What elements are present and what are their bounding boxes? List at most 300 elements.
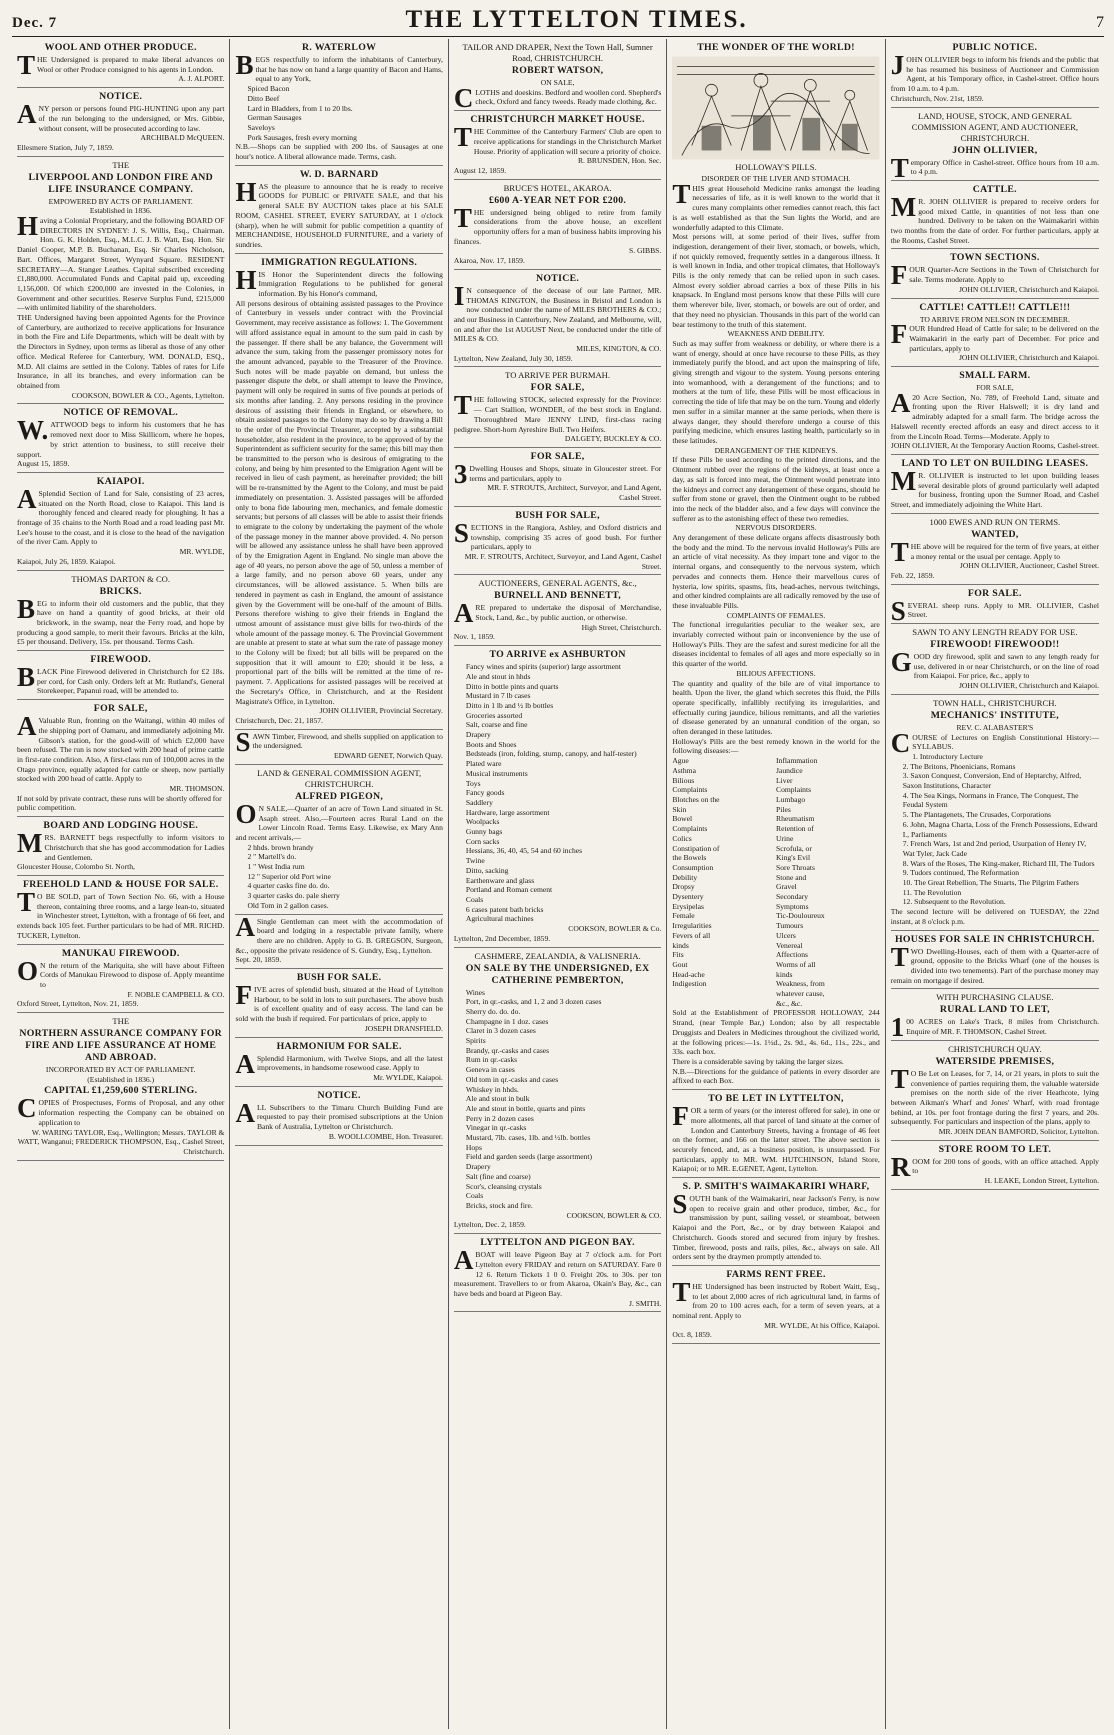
ad-heading: LAND TO LET ON BUILDING LEASES. [901, 457, 1089, 469]
advertisement [17, 651, 224, 700]
ad-subheading: CHRISTCHURCH QUAY. [948, 1043, 1042, 1054]
ad-body: THE Committee of the Canterbury Farmers' Club are open to receive applications for standings in the Christchurch Market House. Priority of application will secure a priority of choice. [453, 122, 662, 156]
ad-heading: ALFRED PIGEON, [295, 790, 384, 802]
ad-body: ARE prepared to undertake the disposal of Merchandise, Stock, Land, &c., by public auction, or otherwise. [453, 598, 662, 629]
ad-body: ON SALE,—Quarter of an acre of Town Land situated in St. Asaph street. Also,—Fourteen acres Rural Land on the Lower Lincoln Road. Terms Easy. Likewise, ex Mary Ann and recent arrivals,— [235, 798, 443, 842]
advertisement [235, 254, 442, 730]
list-line: Coals [465, 895, 484, 904]
advertisement [891, 1041, 1099, 1141]
list-line: 4 quarter casks fine do. do. [247, 881, 330, 891]
ad-body: Most persons will, at some period of their lives, suffer from indigestion, derangement of their liver, stomach, or bowels, which, if not quickly removed, frequently settles in a dangerous illness. It is well known in India, and other tropical climates, that Holloway's Pills is the only remedy that can be relied upon in such cases. Almost every soldier abroad carries a box of these Pills in his knapsack. In England most persons know that these Pills will cure them wherever bile, liver, stomach, or bowels are out of order, and that they need no physician. Thousands in this part of the world can bear testimony to the truth of this statement. [672, 232, 880, 329]
ad-heading: TO ARRIVE ex ASHBURTON [489, 649, 626, 661]
advertisement [454, 180, 661, 270]
disease-item: Female Irregularities [672, 911, 712, 931]
ad-date: Feb. 22, 1859. [890, 570, 935, 580]
ad-body: THIS great Household Medicine ranks amongst the leading necessaries of life, as it is well known to the world that it cures many complaints other remedies cannot reach, this fact is as well established as that the Sun lights the World, and are wonderfully adapted to this Climate. [672, 178, 880, 232]
column-4 [667, 39, 885, 1729]
ad-date: August 15, 1859. [17, 459, 70, 469]
disease-item: Ague [672, 756, 689, 766]
advertisement [17, 404, 224, 473]
list-line: Spirits [465, 1036, 486, 1046]
ad-signature: J. SMITH. [629, 1298, 662, 1308]
disease-item: Constipation of the Bowels [672, 843, 720, 863]
list-line: Portland and Roman cement [465, 885, 553, 895]
list-line: 6 cases patent bath bricks [465, 904, 544, 914]
ad-date: Akaroa, Nov. 17, 1859. [453, 256, 525, 266]
advertisement [454, 39, 661, 111]
disease-item: Jaundice [776, 765, 803, 775]
ad-body: SECTIONS in the Rangiora, Ashley, and Oxford districts and township, comprising 35 acres of good bush. For further particulars, apply to [453, 517, 662, 552]
ad-body: SAWN Timber, Firewood, and shells supplied on application to the undersigned. [235, 726, 443, 757]
advertisement [17, 817, 224, 876]
list-line: Ditto in 1 lb and ½ lb bottles [465, 700, 554, 710]
ad-subheading: TOWN HALL, CHRISTCHURCH. [933, 697, 1057, 708]
ad-body: GOOD dry firewood, split and sawn to any length ready for use, delivered in or near Christchurch, or on the line of road from Kaiapoi. For price, &c., apply to [890, 647, 1099, 681]
advertisement [17, 700, 224, 817]
list-line: 1 " West India rum [247, 862, 305, 872]
ad-subheading: SAWN TO ANY LENGTH READY FOR USE. [912, 627, 1078, 638]
list-line: Wines [465, 987, 485, 997]
advertisement [454, 270, 661, 368]
ad-signature: COOKSON, BOWLER & CO., Agents, Lyttelton. [71, 390, 225, 400]
ad-date: Gloucester House, Colombo St. North, [17, 862, 135, 872]
ad-subheading: THE [112, 159, 130, 170]
list-line: Port, in qr.-casks, and 1, 2 and 3 dozen cases [465, 997, 602, 1007]
advertisement [891, 514, 1099, 585]
ad-body: 100 ACRES on Lake's Track, 8 miles from Christchurch. Enquire of MR. F. THOMSON, Cashel Street. [890, 1012, 1099, 1043]
disease-item: Fits [672, 950, 684, 960]
ad-heading: CHRISTCHURCH MARKET HOUSE. [470, 114, 645, 126]
ad-body: Such as may suffer from weakness or debility, or where there is a want of energy, should at once have recourse to these Pills, as they immediately purify the blood, and act upon the mainspring of life, giving strength and vigour to the system. Young persons entering into womanhood, with a derangement of the functions; and to mothers at the turn of life, these Pills will be most efficacious in correcting the tide of life that may be on the turn. Young and elderly men suffer in a similar manner at the same periods, when there is always danger, they should therefore undergo a course of this purifying medicine, which ensures lasting health, particularly so in these latitudes. [672, 338, 880, 445]
advertisement [891, 455, 1099, 514]
list-line: Mustard, 7lb. cases, 1lb. and ½lb. bottles [465, 1133, 591, 1143]
advertisement [17, 88, 224, 157]
ad-body: HIS Honor the Superintendent directs the following Immigration Regulations to be published for general information. By his Honor's command, [235, 264, 443, 299]
ad-note: The second lecture will be delivered on TUESDAY, the 22nd instant, at 8 o'clock p.m. [890, 907, 1099, 926]
advertisement [891, 931, 1099, 990]
issue-date: Dec. 7 [12, 15, 58, 31]
column-3 [449, 39, 667, 1729]
ad-heading: BURNELL AND BENNETT, [494, 590, 622, 602]
ad-heading: TO BE LET IN LYTTELTON, [708, 1093, 844, 1105]
ad-caption: INCORPORATED BY ACT OF PARLIAMENT. [45, 1065, 196, 1075]
disease-list-left [672, 756, 776, 1008]
disease-item: Secondary Symptoms [776, 892, 809, 911]
list-line: Agricultural machines [465, 914, 534, 924]
list-line: Toys [465, 778, 481, 788]
ad-subheading: LAND, HOUSE, STOCK, AND GENERAL COMMISSION AGENT, AND AUCTIONEER, CHRISTCHURCH. [911, 110, 1078, 143]
ad-signature: W. WARING TAYLOR, Esq., Wellington; Messrs. TAYLOR & WATT, Wanganui; FREDERICK THOMPSON, Esq., Cashel Street, Christchurch. [17, 1127, 225, 1156]
disease-list-right [776, 756, 880, 1008]
ad-caption: EMPOWERED BY ACTS OF PARLIAMENT. [48, 196, 193, 206]
disease-item: Stone and Gravel [776, 872, 807, 892]
ad-heading: NOTICE. [99, 91, 143, 103]
established-line: (Established in 1836.) [87, 1074, 155, 1084]
list-line: Saveloys [247, 122, 275, 132]
advertisement [454, 367, 661, 448]
disease-item: Asthma [672, 765, 696, 775]
advertisement [672, 1090, 879, 1178]
list-line: Scor's, cleansing crystals [465, 1181, 542, 1191]
column-2 [230, 39, 448, 1729]
ad-body: BLACK Pine Firewood delivered in Christchurch for £2 18s. per cord, for Cash only. Orders left at Mr. Rutland's, General Storekeeper, Papanui road, will be attended to. [17, 662, 225, 696]
ad-heading: NORTHERN ASSURANCE COMPANY FOR FIRE AND LIFE ASSURANCE AT HOME AND ABROAD. [19, 1028, 223, 1064]
advertisement [891, 367, 1099, 455]
ad-heading: FREEHOLD LAND & HOUSE FOR SALE. [22, 879, 219, 890]
list-line: Bedsteads (iron, folding, stump, canopy, and half-tester) [465, 749, 637, 759]
disease-item: Tic-Douloureux [776, 911, 825, 921]
ad-body: THE Undersigned is prepared to make liberal advances on Wool or other Produce consigned to his agents in London. [17, 50, 225, 80]
ad-body: COURSE of Lectures on English Constitutional History:— SYLLABUS. [890, 727, 1099, 758]
ad-date: Oct. 8, 1859. [672, 1330, 712, 1340]
advertisement [454, 448, 661, 507]
list-line: Fancy wines and spirits (superior) large assortment [465, 662, 621, 672]
ad-signature: S. GIBBS. [629, 246, 662, 256]
ad-body: ALL Subscribers to the Timaru Church Building Fund are requested to pay their promised subscriptions at the Union Bank of Australia, Lyttelton or Christchurch. [235, 1097, 443, 1132]
ad-signature: JOSEPH DRANSFIELD. [364, 1023, 443, 1033]
ad-signature: MR. JOHN DEAN BAMFORD, Solicitor, Lyttelton. [938, 1127, 1099, 1137]
ad-subheading: WITH PURCHASING CLAUSE. [936, 992, 1054, 1003]
ad-date: If not sold by private contract, these runs will be shortly offered for public competition. [17, 793, 222, 813]
ad-caption: FOR SALE, [976, 383, 1014, 393]
page-number: 7 [1095, 14, 1104, 31]
advertisement [454, 948, 661, 1235]
ad-body: ASingle Gentleman can meet with the accommodation of board and lodging in a respectable private family, where there are no children. Apply to G. B. GREGSON, Surgeon, &c., opposite the private residence of S. Gundry, Esq., Lyttelton. [235, 911, 443, 955]
ad-date: Ellesmere Station, July 7, 1859. [17, 142, 114, 152]
advertisement [17, 876, 224, 945]
list-line: German Sausages [247, 113, 302, 123]
list-line: 8. Wars of the Roses, The King-maker, Richard III, The Tudors [902, 858, 1095, 868]
disease-item: Indigestion [672, 979, 707, 989]
ad-signature: JOHN OLLIVIER, Christchurch and Kaiapoi. [958, 284, 1099, 294]
ad-date: Lyttelton, New Zealand, July 30, 1859. [453, 353, 573, 363]
disease-item: Consumption [672, 862, 714, 872]
list-line: Brandy, qr.-casks and cases [465, 1045, 550, 1055]
advertisement [235, 726, 443, 765]
ad-body: There is a considerable saving by taking the larger sizes. [672, 1056, 844, 1066]
advertisement [454, 575, 661, 646]
ad-subheading: THOMAS DARTON & CO. [71, 573, 171, 584]
list-line: Ale and stout in hhds [465, 671, 531, 681]
ad-subheading: 1000 EWES AND RUN ON TERMS. [929, 516, 1061, 527]
list-line: Twine [465, 856, 485, 866]
ad-heading: THE WONDER OF THE WORLD! [697, 42, 855, 53]
list-line: 9. Tudors continued, The Reformation [902, 868, 1020, 878]
list-line: 7. French Wars, 1st and 2nd period, Usurpation of Henry IV, Wat Tyler, Jack Cade [902, 839, 1087, 858]
disease-item: Fevers of all kinds [672, 930, 711, 950]
ad-signature: COOKSON, BOWLER & Co. [568, 924, 662, 934]
ad-caption: DISORDER OF THE LIVER AND STOMACH. [701, 174, 851, 183]
ad-heading: FARMS RENT FREE. [726, 1268, 826, 1280]
disease-item: Dropsy [672, 882, 695, 892]
list-line: 3. Saxon Conquest, Conversion, End of Heptarchy, Alfred, Saxon Institutions, Character [902, 771, 1082, 791]
list-line: Field and garden seeds (large assortment) [465, 1152, 593, 1162]
ad-body: BEG to inform their old customers and the public, that they have on hand a quantity of good bricks, at their old brickwork, in the swamp, near the Ferry road, and hope by producing a good sample, to merit their favours. Bricks at the kiln, £5 per thousand. Delivery, 15s. per thousand. Terms Cash. [17, 593, 225, 647]
ad-body: THE Undersigned has been instructed by Robert Waitt, Esq., to let about 2,000 acres of rich agricultural land, in farms of from 20 to 100 acres each, for a term of seven years, at a nominal rent. Apply to [672, 1276, 880, 1321]
list-line: Boots and Shoes [465, 739, 517, 749]
ad-body: SEVERAL sheep runs. Apply to MR. OLLIVIER, Cashel Street. [890, 595, 1099, 626]
ad-heading: FIREWOOD! FIREWOOD!! [930, 639, 1060, 651]
ad-heading: PUBLIC NOTICE. [952, 42, 1038, 53]
advertisement [891, 1141, 1099, 1190]
disease-item: Bowel Complaints [672, 814, 708, 834]
ad-body: THE following STOCK, selected expressly for the Province:— Cart Stallion, WONDER, of the best stock in England. Thoroughbred Mare JENNY LIND, first-class racing pedigree. Short-horn Ayreshire Bull. Two Heifers. [453, 390, 662, 434]
advertisement [891, 695, 1099, 931]
ad-body: IN consequence of the decease of our late Partner, MR. THOMAS KINGTON, the Business in Bristol and London is now conducted under the name of MILES BROTHERS & CO.; and our Business in Canterbury, New Zealand, and Melbourne, will, on and after the 1st AUGUST Next, be conducted under the title of MILES & CO. [453, 280, 662, 344]
ad-heading: KAIAPOI. [96, 475, 145, 487]
list-line: 4. The Sea Kings, Normans in France, The Conquest, The Feudal System [902, 790, 1079, 810]
newspaper-title: THE LYTTELTON TIMES. [405, 6, 748, 33]
list-line: Ditto Beef [247, 93, 280, 103]
established-line: Established in 1836. [89, 206, 152, 216]
disease-item: Bilious Complaints [672, 775, 708, 795]
list-line: Musical instruments [465, 768, 528, 778]
ad-heading: FOR SALE, [93, 703, 148, 715]
list-line: Salt, coarse and fine [465, 720, 528, 730]
ad-body: A20 Acre Section, No. 789, of Freehold Land, situate and fronting upon the River Halswell; it is dry land and admirably adapted for a small farm. The bridge across the Halswell recently erected affords an easy and direct access to it from the Lincoln Road. Terms—Moderate. Apply to [890, 387, 1099, 441]
ad-heading: MANUKAU FIREWOOD. [61, 947, 180, 959]
ad-heading: LIVERPOOL AND LONDON FIRE AND LIFE INSURANCE COMPANY. [28, 171, 213, 195]
disease-item: Debility [672, 872, 698, 882]
ad-body: BEGS respectfully to inform the inhabitants of Canterbury, that he has now on hand a large quantity of Bacon and Hams, equal to any York, [235, 50, 443, 84]
ad-body: The functional irregularities peculiar to the weaker sex, are invariably corrected without pain or inconvenience by the use of Holloway's Pills. They are the safest and surest medicine for all the diseases incidental to females of all ages and more especially so in this quarter of the world. [672, 620, 880, 669]
ad-heading: FOR SALE, [530, 450, 585, 462]
ad-date: Kaiapoi, July 26, 1859. Kaiapoi. [17, 556, 116, 566]
ad-date: Oxford Street, Lyttelton, Nov. 21, 1859. [17, 999, 139, 1009]
disease-item: Sore Throats [776, 862, 815, 872]
list-line: 5. The Plantagenets, The Crusades, Corporations [902, 810, 1051, 820]
ad-heading: NOTICE. [535, 272, 580, 284]
list-line: 2 " Martell's do. [247, 852, 297, 862]
list-line: 11. The Revolution [902, 887, 962, 897]
ad-caption: ON SALE, [540, 78, 575, 87]
ad-caption: NERVOUS DISORDERS. [735, 523, 817, 533]
ad-date: Sept. 20, 1859. [235, 955, 282, 965]
ad-caption: TO ARRIVE FROM NELSON IN DECEMBER. [919, 314, 1070, 324]
advertisement [17, 39, 224, 88]
ad-signature: COOKSON, BOWLER & CO. [566, 1210, 662, 1220]
list-line: 3 quarter casks do. pale sherry [247, 891, 340, 901]
disease-item: Scrofula, or King's Evil [776, 843, 812, 863]
advertisement [235, 765, 442, 915]
advertisement [672, 39, 879, 1090]
ad-signature: JOHN OLLIVIER, Provincial Secretary. [319, 706, 443, 716]
engraving-illustration [672, 56, 879, 160]
ad-body: TO Be Let on Leases, for 7, 14, or 21 years, in plots to suit the convenience of parties requiring them, the valuable waterside premises on the north side of the river Heathcote, lying between Aikman's Wharf and Jones' Wharf, with road frontage behind, at 10s. per foot frontage during the first 7 years, and 20s. subsequently. For particulars and inspection of the plans, apply to [890, 1063, 1099, 1127]
ad-body: THE undersigned being obliged to retire from family considerations from the above house, an excellent opportunity offers for a man of business habits improving his finances. [453, 202, 662, 246]
disease-item: Lumbago [776, 795, 806, 804]
advertisement [17, 1013, 224, 1161]
ad-signature: High Street, Christchurch. [581, 622, 662, 632]
ad-body: CLOTHS and doeskins. Bedford and woollen cord. Shepherd's check, Oxford and fancy tweeds. Ready made clothing, &c. [453, 82, 662, 113]
list-line: Ale and stout in bottle, quarts and pints [465, 1103, 586, 1113]
list-line: Ditto, sacking [465, 865, 509, 875]
ad-body: The quantity and quality of the bile are of vital importance to health. Upon the liver, the gland which secretes this fluid, the Pills operate specifically, infallibly rectifying its irregularities, and effectually curing jaundice, bilious remittants, and all the varieties of disease generated by an unnatural condition of the organ, so often deranged in these latitudes. [672, 678, 880, 737]
ad-heading: HARMONIUM FOR SALE. [276, 1040, 402, 1052]
list-line: Spiced Bacon [247, 84, 290, 94]
ad-subheading: TAILOR AND DRAPER, Next the Town Hall, Sumner Road, CHRISTCHURCH. [462, 42, 653, 63]
ad-heading: BOARD AND LODGING HOUSE. [43, 820, 199, 832]
ad-caption: REV. C. ALABASTER'S [956, 722, 1034, 732]
list-line: Pork Sausages, fresh every morning [247, 132, 357, 142]
ad-body: JOHN OLLIVIER begs to inform his friends and the public that he has resumed his business of Auctioneer and Commission Agent, at his Temporary office, in Cashel-street. Office hours from 10 a.m. to 4 p.m. [890, 50, 1099, 94]
crowd-engraving [672, 56, 879, 160]
list-line: Gunny bags [465, 827, 503, 837]
ad-body: Sold at the Establishment of PROFESSOR HOLLOWAY, 244 Strand, (near Temple Bar,) London; also by all respectable Druggists and Dealers in Medicines throughout the civilized world, at the following prices:—1s. 1½d., 2s. 9d., 4s. 6d., 11s., 22s., and 33s. each box. [672, 1008, 880, 1057]
ad-caption: WEAKNESS AND DEBILITY. [727, 329, 825, 339]
disease-item: Weakness, from whatever cause, &c., &c. [776, 979, 825, 1008]
list-line: Perry in 2 dozen cases [465, 1113, 534, 1123]
ad-heading: W. D. BARNARD [299, 168, 379, 180]
ad-signature: A. J. ALPORT. [178, 74, 225, 84]
ad-signature: EDWARD GENET, Norwich Quay. [334, 751, 443, 761]
ad-body: FOUR Hundred Head of Cattle for sale; to be delivered on the Waimakariri in the early part of December. For price and particulars, apply to [890, 319, 1099, 353]
ad-body: SOUTH bank of the Waimakariri, near Jackson's Ferry, is now open to receive grain and other produce, timber, &c., for transmission by punt, sailing vessel, or steamboat, between Kaiapoi and the Port, &c., or by dray between Kaiapoi and Christchurch. Goods stored and secured from injury by freshes. Timber, firewood, posts and rails, piles, &c., always on sale. All orders sent by the draymen promptly attended to. [672, 1189, 880, 1262]
ad-body: FIVE acres of splendid bush, situated at the Head of Lyttelton Harbour, to be sold in lots to suit purchasers. The above bush is of excellent quality and of easy access. The land can be sold with the bush if required. For particulars of price, apply to [235, 980, 443, 1024]
list-line: Champagne in 1 doz. cases [465, 1016, 549, 1026]
ad-body: If these Pills be used according to the printed directions, and the Ointment rubbed over the regions of the kidneys, at least once a day, as salt is forced into meat, the Ointment would penetrate into the kidneys and correct any derangement of these organs, should he suffer from stone or gravel, then the Ointment ought to be rubbed into the neck of the bladder also, and a few days will convince the sufferer as to the astonishing effect of these two remedies. [672, 455, 880, 523]
ad-body: HAS the pleasure to announce that he is ready to receive GOODS for PUBLIC or PRIVATE SALE, and that his general SALE BY AUCTION takes place at his SALE ROOM, CASHEL STREET, EVERY SATURDAY, at 1 o'clock (sharp), when he will submit for public competition a quantity of MERCHANDISE, HOUSEHOLD FURNITURE, and a variety of sundries. [235, 176, 443, 249]
list-line: Hops [465, 1142, 482, 1152]
ad-signature: R. BRUNSDEN, Hon. Sec. [577, 156, 662, 166]
list-line: Vinegar in qr.-casks [465, 1123, 527, 1133]
ad-heading: NOTICE OF REMOVAL. [63, 407, 178, 419]
ad-body: FOUR Quarter-Acre Sections in the Town of Christchurch for sale. Terms moderate. Apply to [890, 260, 1099, 291]
ad-body: Any derangement of these delicate organs affects disastrously both the body and the mind. To the nervous invalid Holloway's Pills are an article of vital necessity. As they impart tone and vigor to the internal organs, and consequently to the nervous system, which pervades and connects them. Hence their marvellous cures of hysteria, low spirits, spasms, fits, head-aches, nervous twitchings, and other kindred complaints are all radically removed by the use of these invaluable Pills. [672, 533, 880, 610]
list-line: Drapery [465, 730, 491, 740]
ad-signature: JOHN OLLIVIER, Christchurch and Kaiapoi. [958, 353, 1099, 363]
list-line: Mustard in 7 lb cases [465, 691, 531, 701]
disease-item: Retention of Urine [776, 824, 814, 843]
ad-heading: ON SALE BY THE UNDERSIGNED, EX CATHERINE PEMBERTON, [465, 962, 650, 986]
ad-heading: WATERSIDE PREMISES, [935, 1055, 1055, 1067]
ad-heading: BUSH FOR SALE, [515, 509, 600, 521]
ad-body: MRS. BARNETT begs respectfully to inform visitors to Christchurch that she has good accommodation for Ladies and Gentlemen. [17, 828, 225, 862]
list-line: Sherry do. do. do. [465, 1006, 521, 1016]
advertisement [891, 624, 1099, 695]
ad-heading: £600 A-YEAR NET FOR £200. [489, 194, 627, 206]
ad-body: ROOM for 200 tons of goods, with an office attached. Apply to [890, 1151, 1099, 1182]
ad-body: All persons desirous of obtaining assisted passages to the Province of Canterbury in vessels under contract with the Provincial Government, may receive assistance as follows: 1. The Government will afford assistance equal in amount to the sum paid in cash by the passenger. If there shall be any balance, the Government will advance the sum, taking from the passenger promissory notes for the amount advanced, payable to the Treasurer of the Province. Such notes will be made payable on demand, but unless the passenger dispute the debt, or shall attempt to leave the Province, payment will only be required in sums of five pounds at periods of six months after landing. 2. Any persons residing in the province desirous of assisting their friends in England, or elsewhere, to obtain assisted passages to the Colony may do so by drawing a Bill to the order of the Provincial Treasurer, accepted by a substantial householder, also resident in the province, to be approved of by the Superintendent as sufficient security for the same; this bill may then be transmitted to the person who is desirous of emigrating to the colony, and being by him presented to the Emigration Agent will be received in lieu of cash payment, as hereinafter provided; the bill will be re-transmitted by the Agent to the Colony, and must be paid immediately on presentation. 3. Assisted passages will be afforded only to bona fide labouring men, mechanics, and female domestic servants; but persons of all classes will be able to assist their friends to emigrate to the colony by undertaking the payment of the whole of the passage money in the manner above provided. 4. No person will be allowed any assistance unless he shall have been approved of by the Emigration Agent in England. No single man above the age of 40 years, no person above the age of 50, unless a member of a large family, and no person above 60 years, under any circumstances, will be allowed assistance. 5. When bills are tendered in payment as cash in England, the amount of assistance given by the Government will be one-half of the amount of Bills. Persons therefore wishing to give their friends in England the utmost amount of assistance must give bills for two-thirds of the whole amount of the passage money. 6. The Provincial Government are unable at present to state at what sum the rate of passage money to the Colony will be fixed; but all bills will be prepared on the supposition that it will amount to £20; should it be less, a proportional part of the bills will be remitted at the time of re-payment. 7. Applications for assisted passages will be received at the Secretary's Office, in Christchurch, and at the Resident Magistrate's Office, in Lyttelton. [235, 298, 443, 706]
ad-body: COPIES of Prospectuses, Forms of Proposal, and any other information respecting the Company can be obtained on application to [17, 1093, 225, 1127]
ad-heading: IMMIGRATION REGULATIONS. [261, 256, 418, 268]
list-line: Rum in qr.-casks [465, 1055, 518, 1065]
list-line: Ale and stout in bulk [465, 1094, 530, 1104]
ad-heading: CATTLE! CATTLE!! CATTLE!!! [919, 301, 1071, 313]
ad-heading: TOWN SECTIONS. [950, 252, 1040, 264]
list-line: Drapery [465, 1162, 491, 1172]
ad-body: ABOAT will leave Pigeon Bay at 7 o'clock a.m. for Port Lyttelton every FRIDAY and return on SATURDAY. Fare 0 12 6. Return Tickets 1 0 0. Freight 20s. to 30s. per ton measurement. Travellers to or from Akaroa, Okain's Bay, &c., can have beds and board at Pigeon Bay. [453, 1245, 662, 1298]
ad-body: TWO Dwelling-Houses, each of them with a Quarter-acre of ground, opposite to the Bricks Wharf (one of the houses is divided into two tenements). Part of the purchase money may remain on mortgage if desired. [890, 941, 1099, 985]
ad-signature: F. NOBLE CAMPBELL & CO. [127, 989, 225, 999]
ad-body: TO BE SOLD, part of Town Section No. 66, with a House thereon, containing three rooms, and a large lean-to, situated in Winchester street, Lyttelton, with a frontage of 66 feet, and extends back 105 feet. Further particulars to be had of MR. RICHD. TUCKER, Lyttelton. [17, 887, 225, 940]
ad-date: Christchurch, Dec. 21, 1857. [235, 716, 323, 725]
column-5 [886, 39, 1104, 1729]
advertisement [235, 969, 442, 1038]
ad-heading: MECHANICS' INSTITUTE, [930, 709, 1059, 721]
disease-item: Erysipelas [672, 901, 704, 911]
advertisement [17, 157, 224, 405]
ad-heading: FIREWOOD. [90, 654, 152, 666]
list-line: Hardware, large assortment [465, 807, 550, 817]
advertisement [235, 166, 442, 254]
ad-heading: CATTLE. [972, 183, 1017, 195]
list-line: Geneva in cases [465, 1065, 515, 1075]
columns [12, 39, 1104, 1729]
ad-body: W.ATTWOOD begs to inform his customers that he has removed next door to Miss Skillicorn, where he hopes, by strict attention to business, to still receive their support. [17, 415, 225, 459]
list-line: Saddlery [465, 797, 493, 807]
ad-signature: JOHN OLLIVIER, At the Temporary Auction Rooms, Cashel-street. [890, 441, 1099, 451]
list-line: Lard in Bladders, from 1 to 20 lbs. [247, 103, 353, 113]
list-line: 2 hhds. brown brandy [247, 842, 314, 852]
ad-body: FOR a term of years (or the interest offered for sale), in one or more allotments, all that parcel of land situate at the corner of London and Canterbury Streets, having a frontage of 46 feet on the former, and 166 on the latter street. The above section is securely fenced, and, as a business position, is unsurpassed. For particulars, apply to MR. WM. HUTCHINSON, Island Store, Kaiapoi; or to MR. E.GENET, Agent, Lyttelton. [672, 1101, 880, 1174]
advertisement [891, 585, 1099, 624]
advertisement [890, 989, 1099, 1043]
advertisement [235, 1087, 442, 1146]
ad-body: THE Undersigned having been appointed Agents for the Province of Canterbury, are authorized to receive applications for Insurance in both the Fire and Life Departments, which will be dealt with by the Directors in Sydney, upon terms as liberal as those of any other office. Medical Referee for Canterbury, WM. DONALD, ESQ., M.D. All claims are settled in the Colony. Tables of rates for Life Insurance, in all its branches, and every information can be obtained from [17, 313, 225, 390]
advertisement [891, 39, 1099, 108]
advertisement [891, 108, 1099, 181]
ad-heading: BUSH FOR SALE. [296, 972, 382, 984]
list-line: Old Tom in 2 gallon cases. [247, 900, 329, 910]
ad-body: MR. OLLIVIER is instructed to let upon building leases several desirable plots of ground particularly well adapted for business, fronting upon the Sumner Road, and Cashel Street, and immediately adjoining the White Hart. [890, 465, 1099, 510]
ad-heading: LYTTELTON AND PIGEON BAY. [480, 1237, 635, 1249]
list-line: Corn sacks [465, 836, 500, 846]
list-line: 12 " Superior old Port wine [247, 871, 331, 881]
ad-heading: WOOL AND OTHER PRODUCE. [44, 42, 197, 53]
disease-item: Liver Complaints [776, 775, 812, 795]
list-line: 10. The Great Rebellion, The Stuarts, The Pilgrim Fathers [902, 878, 1079, 888]
ad-signature: MILES, KINGTON, & CO. [576, 344, 662, 354]
ad-subheading: LAND & GENERAL COMMISSION AGENT, CHRISTCHURCH. [257, 767, 422, 789]
ad-heading: STORE ROOM TO LET. [938, 1143, 1052, 1155]
ad-signature: JOHN OLLIVIER, Christchurch and Kaiapoi. [958, 681, 1099, 691]
advertisement [672, 1178, 879, 1266]
ad-body: Temporary Office in Cashel-street. Office hours from 10 a.m. to 4 p.m. [890, 152, 1099, 183]
ad-caption: COMPLAINTS OF FEMALES. [726, 610, 826, 620]
ad-heading: R. WATERLOW [302, 42, 377, 53]
advertisement [235, 39, 442, 166]
advertisement [672, 1266, 879, 1344]
advertisement [891, 249, 1099, 298]
ad-signature: JOHN OLLIVIER, Auctioneer, Cashel Street. [959, 561, 1099, 571]
list-line: Woolpacks [465, 817, 500, 827]
disease-list [672, 756, 879, 1008]
ad-body: THE above will be required for the term of five years, at either a money rental or the usual per centage. Apply to [890, 536, 1099, 567]
ad-heading: NOTICE. [317, 1089, 361, 1101]
disease-item: Worms of all kinds [776, 959, 816, 979]
disease-item: Blotches on the Skin [672, 795, 720, 814]
ad-subheading: HOLLOWAY'S PILLS. [735, 162, 817, 172]
advertisement [17, 473, 224, 571]
list-line: Salt (fine and coarse) [465, 1171, 531, 1181]
ad-signature: MR. THOMSON. [169, 784, 225, 794]
ad-heading: BRICKS. [99, 585, 142, 597]
ad-note: N.B.—Shops can be supplied with 200 lbs. of Sausages at one hour's notice. A liberal allowance made. Terms, cash. [235, 142, 443, 162]
ad-heading: SMALL FARM. [959, 370, 1031, 382]
list-line: Earthenware and glass [465, 875, 535, 885]
advertisement [454, 507, 661, 576]
ad-body: ON the return of the Mariquita, she will have about Fifteen Cords of Manukau Firewood to dispose of. Apply meantime to [17, 955, 225, 989]
ad-heading: ROBERT WATSON, [511, 65, 604, 76]
ad-body: MR. JOHN OLLIVIER is prepared to receive orders for good mixed Cattle, in quantities of not less than one hundred. Delivery to be taken on the Waimakariri within two months from the date of order. For further particulars, apply at the Rooms, Cashel Street. [890, 191, 1099, 245]
ad-signature: DALGETY, BUCKLEY & CO. [564, 434, 662, 444]
ad-heading: WANTED, [971, 528, 1019, 540]
ad-subheading: AUCTIONEERS, GENERAL AGENTS, &c., [478, 578, 637, 589]
list-line: Hessians, 36, 40, 45, 54 and 60 inches [465, 846, 583, 856]
ad-signature: MR. WYLDE, [179, 547, 225, 557]
disease-item: Gout [672, 959, 688, 969]
